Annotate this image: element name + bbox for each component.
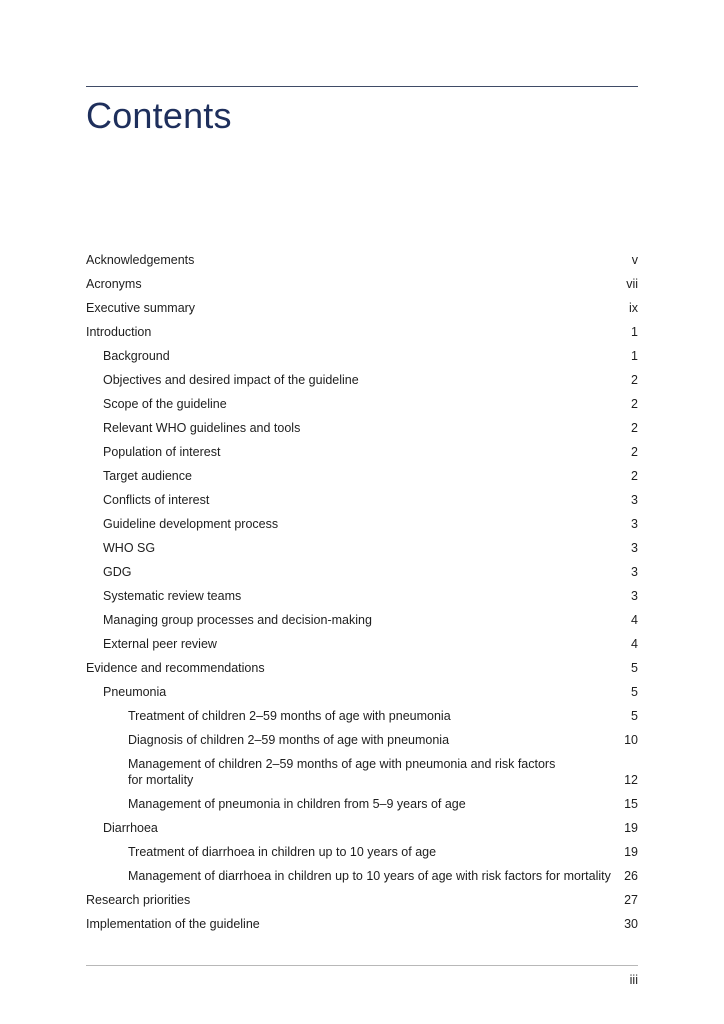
page-title: Contents bbox=[86, 95, 232, 136]
toc-entry-title[interactable]: WHO SG bbox=[103, 541, 156, 555]
toc-entry-title[interactable]: Pneumonia bbox=[103, 685, 167, 699]
footer-page-number: iii bbox=[629, 973, 638, 987]
toc-entry-page-number: 5 bbox=[631, 685, 638, 699]
toc-entry-page-number: 19 bbox=[624, 821, 638, 835]
toc-entry-page-number: 2 bbox=[631, 445, 638, 459]
toc-entry-title[interactable]: Target audience bbox=[103, 469, 192, 483]
toc-entry[interactable] bbox=[86, 892, 638, 908]
toc-entry-page-number: 3 bbox=[631, 493, 638, 507]
toc-entry-title[interactable]: Relevant WHO guidelines and tools bbox=[103, 421, 301, 435]
toc-entry[interactable] bbox=[86, 684, 638, 700]
toc-entry[interactable] bbox=[86, 372, 638, 388]
toc-entry-title[interactable]: Guideline development process bbox=[103, 517, 279, 531]
toc-entry[interactable] bbox=[86, 540, 638, 556]
header-divider bbox=[86, 86, 638, 87]
toc-entry[interactable] bbox=[86, 844, 638, 860]
toc-entry-title[interactable]: Introduction bbox=[86, 325, 152, 339]
toc-entry[interactable] bbox=[86, 820, 638, 836]
toc-entry-title[interactable]: Objectives and desired impact of the guideline bbox=[103, 373, 359, 387]
toc-entry-page-number: 30 bbox=[624, 917, 638, 931]
toc-entry-page-number: ix bbox=[628, 301, 638, 315]
toc-entry[interactable] bbox=[86, 492, 638, 508]
toc-entry-page-number: 3 bbox=[631, 565, 638, 579]
toc-entry-page-number: 15 bbox=[624, 797, 638, 811]
toc-entry[interactable] bbox=[86, 252, 638, 268]
toc-entry-title[interactable]: GDG bbox=[103, 565, 132, 579]
toc-entry[interactable] bbox=[86, 468, 638, 484]
toc-entry[interactable] bbox=[86, 588, 638, 604]
toc-entry-page-number: 2 bbox=[631, 397, 638, 411]
toc-entry[interactable] bbox=[86, 636, 638, 652]
toc-entry-title[interactable]: Acknowledgements bbox=[86, 253, 195, 267]
toc-entry-page-number: vii bbox=[626, 277, 638, 291]
toc-entry-title[interactable]: External peer review bbox=[103, 637, 217, 651]
toc-entry[interactable] bbox=[86, 324, 638, 340]
toc-entry[interactable] bbox=[86, 660, 638, 676]
toc-entry[interactable] bbox=[86, 420, 638, 436]
toc-entry[interactable] bbox=[86, 516, 638, 532]
toc-entry-title[interactable]: Management of children 2–59 months of age with pneumonia and risk factors for mortality bbox=[128, 757, 556, 787]
toc-entry-title[interactable]: Diarrhoea bbox=[103, 821, 158, 835]
toc-entry-page-number: 26 bbox=[624, 869, 638, 883]
toc-entry-title[interactable]: Systematic review teams bbox=[103, 589, 242, 603]
toc-entry-page-number: 3 bbox=[631, 589, 638, 603]
toc-entry[interactable] bbox=[86, 396, 638, 412]
toc-entry-title[interactable]: Research priorities bbox=[86, 893, 191, 907]
toc-entry-page-number: 3 bbox=[631, 517, 638, 531]
toc-entry-page-number: 3 bbox=[631, 541, 638, 555]
toc-entry-page-number: 4 bbox=[631, 613, 638, 627]
toc-entry-title[interactable]: Treatment of diarrhoea in children up to 10 years of age bbox=[128, 845, 437, 859]
toc-entry-title[interactable]: Conflicts of interest bbox=[103, 493, 210, 507]
toc-entry-page-number: 2 bbox=[631, 373, 638, 387]
toc-entry[interactable] bbox=[86, 708, 638, 724]
toc-entry-page-number: v bbox=[631, 253, 638, 267]
toc-entry[interactable] bbox=[86, 348, 638, 364]
toc-entry[interactable] bbox=[86, 300, 638, 316]
toc-entry[interactable] bbox=[86, 916, 638, 932]
toc-entry[interactable] bbox=[86, 796, 638, 812]
toc-entry-page-number: 10 bbox=[624, 733, 638, 747]
toc-entry[interactable] bbox=[86, 612, 638, 628]
toc-entry-page-number: 1 bbox=[631, 349, 638, 363]
toc-entry-title[interactable]: Executive summary bbox=[86, 301, 196, 315]
toc-entry-title[interactable]: Management of pneumonia in children from 5–9 years of age bbox=[128, 797, 466, 811]
toc-entry-page-number: 4 bbox=[631, 637, 638, 651]
toc-entry-page-number: 12 bbox=[624, 773, 638, 787]
toc-entry[interactable] bbox=[86, 444, 638, 460]
toc-entry-title[interactable]: Population of interest bbox=[103, 445, 221, 459]
footer-divider bbox=[86, 965, 638, 966]
toc-entry-title[interactable]: Acronyms bbox=[86, 277, 142, 291]
toc-entry[interactable] bbox=[86, 732, 638, 748]
toc-entry-title[interactable]: Background bbox=[103, 349, 170, 363]
toc-entry-page-number: 19 bbox=[624, 845, 638, 859]
toc-entry[interactable] bbox=[86, 868, 638, 884]
toc-entry-page-number: 2 bbox=[631, 421, 638, 435]
toc-entry[interactable] bbox=[86, 564, 638, 580]
toc-entry-title[interactable]: Diagnosis of children 2–59 months of age with pneumonia bbox=[128, 733, 450, 747]
toc-entry[interactable] bbox=[86, 276, 638, 292]
toc-entry-title[interactable]: Evidence and recommendations bbox=[86, 661, 265, 675]
toc-entry-title[interactable]: Scope of the guideline bbox=[103, 397, 227, 411]
toc-entry-page-number: 27 bbox=[624, 893, 638, 907]
toc-entry-page-number: 5 bbox=[631, 709, 638, 723]
toc-entry-title[interactable]: Implementation of the guideline bbox=[86, 917, 260, 931]
toc-entry-title[interactable]: Management of diarrhoea in children up to 10 years of age with risk factors for mortality bbox=[128, 869, 611, 883]
toc-entry[interactable] bbox=[86, 756, 638, 788]
toc-entry-page-number: 1 bbox=[631, 325, 638, 339]
toc-entry-page-number: 5 bbox=[631, 661, 638, 675]
toc-entry-title[interactable]: Treatment of children 2–59 months of age with pneumonia bbox=[128, 709, 451, 723]
table-of-contents bbox=[86, 252, 638, 940]
toc-entry-page-number: 2 bbox=[631, 469, 638, 483]
toc-entry-title[interactable]: Managing group processes and decision-making bbox=[103, 613, 372, 627]
